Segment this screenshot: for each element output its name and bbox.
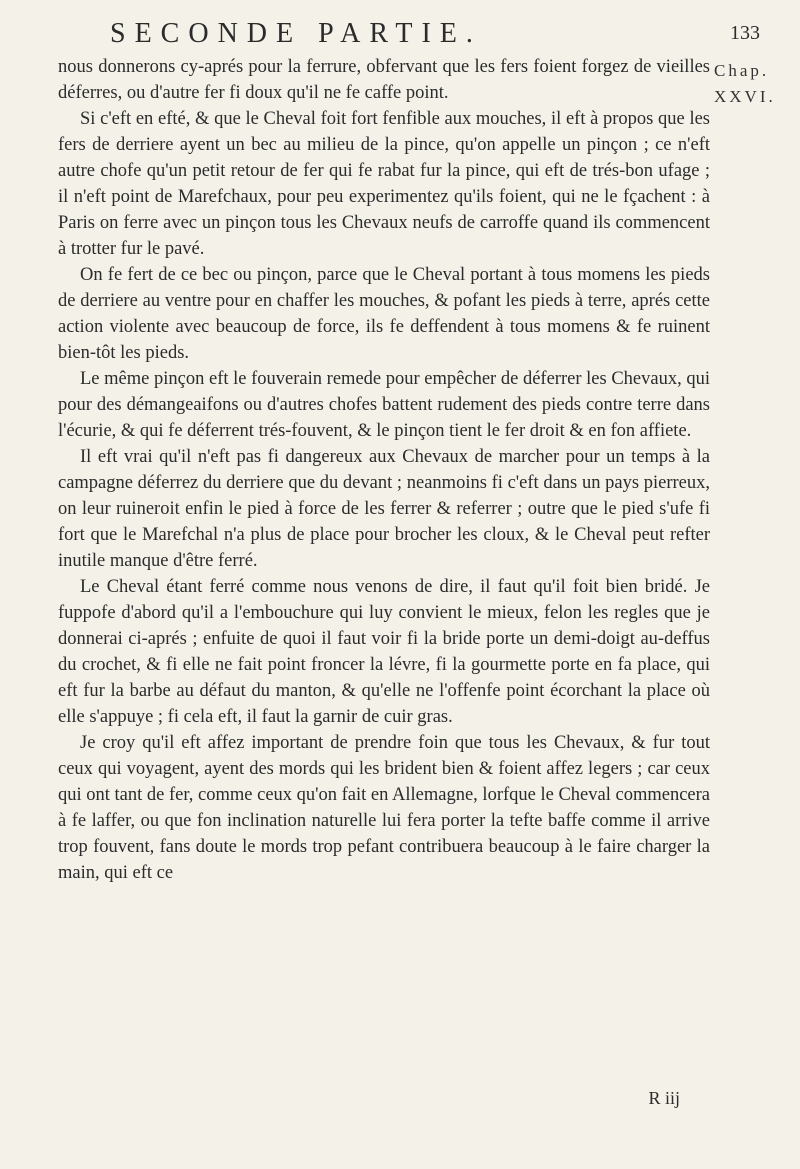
- running-header: [110, 18, 760, 58]
- paragraph-5: Il eft vrai qu'il n'eft pas fi dangereux aux Chevaux de marcher pour un temps à la campagne déferrez du derriere que du devant ; neanmoins fi c'eft dans un pays pierreux, on leur ruineroit enfin le pied à force de les ferrer & referrer ; outre que le pied s'ufe fi fort que le Marefchal n'a plus de place pour brocher les cloux, & le Cheval peut refter inutile manque d'être ferré.: [58, 447, 710, 571]
- chapter-number: XXVI.: [714, 87, 776, 106]
- page-number: 133: [730, 22, 760, 44]
- signature-mark: R iij: [648, 1088, 680, 1108]
- body-text: [58, 54, 710, 886]
- paragraph-4: Le même pinçon eft le fouverain remede pour empêcher de déferrer les Chevaux, qui pour des démangeaifons ou d'autres chofes battent rudement des pieds contre terre dans l'écurie, & qui fe déferrent trés-fouvent, & le pinçon tient le fer droit & en fon affiete.: [58, 369, 710, 441]
- running-title: SECONDE PARTIE.: [110, 18, 482, 49]
- paragraph-6: Le Cheval étant ferré comme nous venons de dire, il faut qu'il foit bien bridé. Je fuppofe d'abord qu'il a l'embouchure qui luy convient le mieux, felon les regles que je donnerai ci-aprés ; enfuite de quoi il faut voir fi la bride porte un demi-doigt au-deffus du crochet, & fi elle ne fait point froncer la lévre, fi la gourmette porte en fa place, qui eft fur la barbe au défaut du manton, & qu'elle ne l'offenfe point écorchant la place où elle s'appuye ; fi cela eft, il faut la garnir de cuir gras.: [58, 577, 710, 727]
- paragraph-7: Je croy qu'il eft affez important de prendre foin que tous les Chevaux, & fur tout ceux qui voyagent, ayent des mords qui les brident bien & foient affez legers ; car ceux qui ont tant de fer, comme ceux qu'on fait en Allemagne, lorfque le Cheval commencera à fe laffer, ou que fon inclination naturelle lui fera porter la tefte baffe comme il arrive trop fouvent, fans doute le mords trop pefant contribuera beaucoup à le faire charger la main, qui eft ce: [58, 733, 710, 883]
- paragraph-1: nous donnerons cy-aprés pour la ferrure, obfervant que les fers foient forgez de vieilles déferres, ou d'autre fer fi doux qu'il ne fe caffe point.: [58, 57, 710, 103]
- paragraph-3: On fe fert de ce bec ou pinçon, parce que le Cheval portant à tous momens les pieds de derriere au ventre pour en chaffer les mouches, & pofant les pieds à terre, aprés cette action violente avec beaucoup de force, ils fe deffendent à tous momens & fe ruinent bien-tôt les pieds.: [58, 265, 710, 363]
- chapter-label: Chap.: [714, 61, 770, 80]
- paragraph-2: Si c'eft en efté, & que le Cheval foit fort fenfible aux mouches, il eft à propos que les fers de derriere ayent un bec au milieu de la pince, qu'on appelle un pinçon ; ce n'eft autre chofe qu'un petit retour de fer qui fe rabat fur la pince, qui eft de trés-bon ufage ; il n'eft point de Marefchaux, pour peu experimentez qu'ils foient, qui ne le fçachent : à Paris on ferre avec un pinçon tous les Chevaux neufs de carroffe quand ils commencent à trotter fur le pavé.: [58, 109, 710, 259]
- margin-chapter-note: [714, 58, 800, 110]
